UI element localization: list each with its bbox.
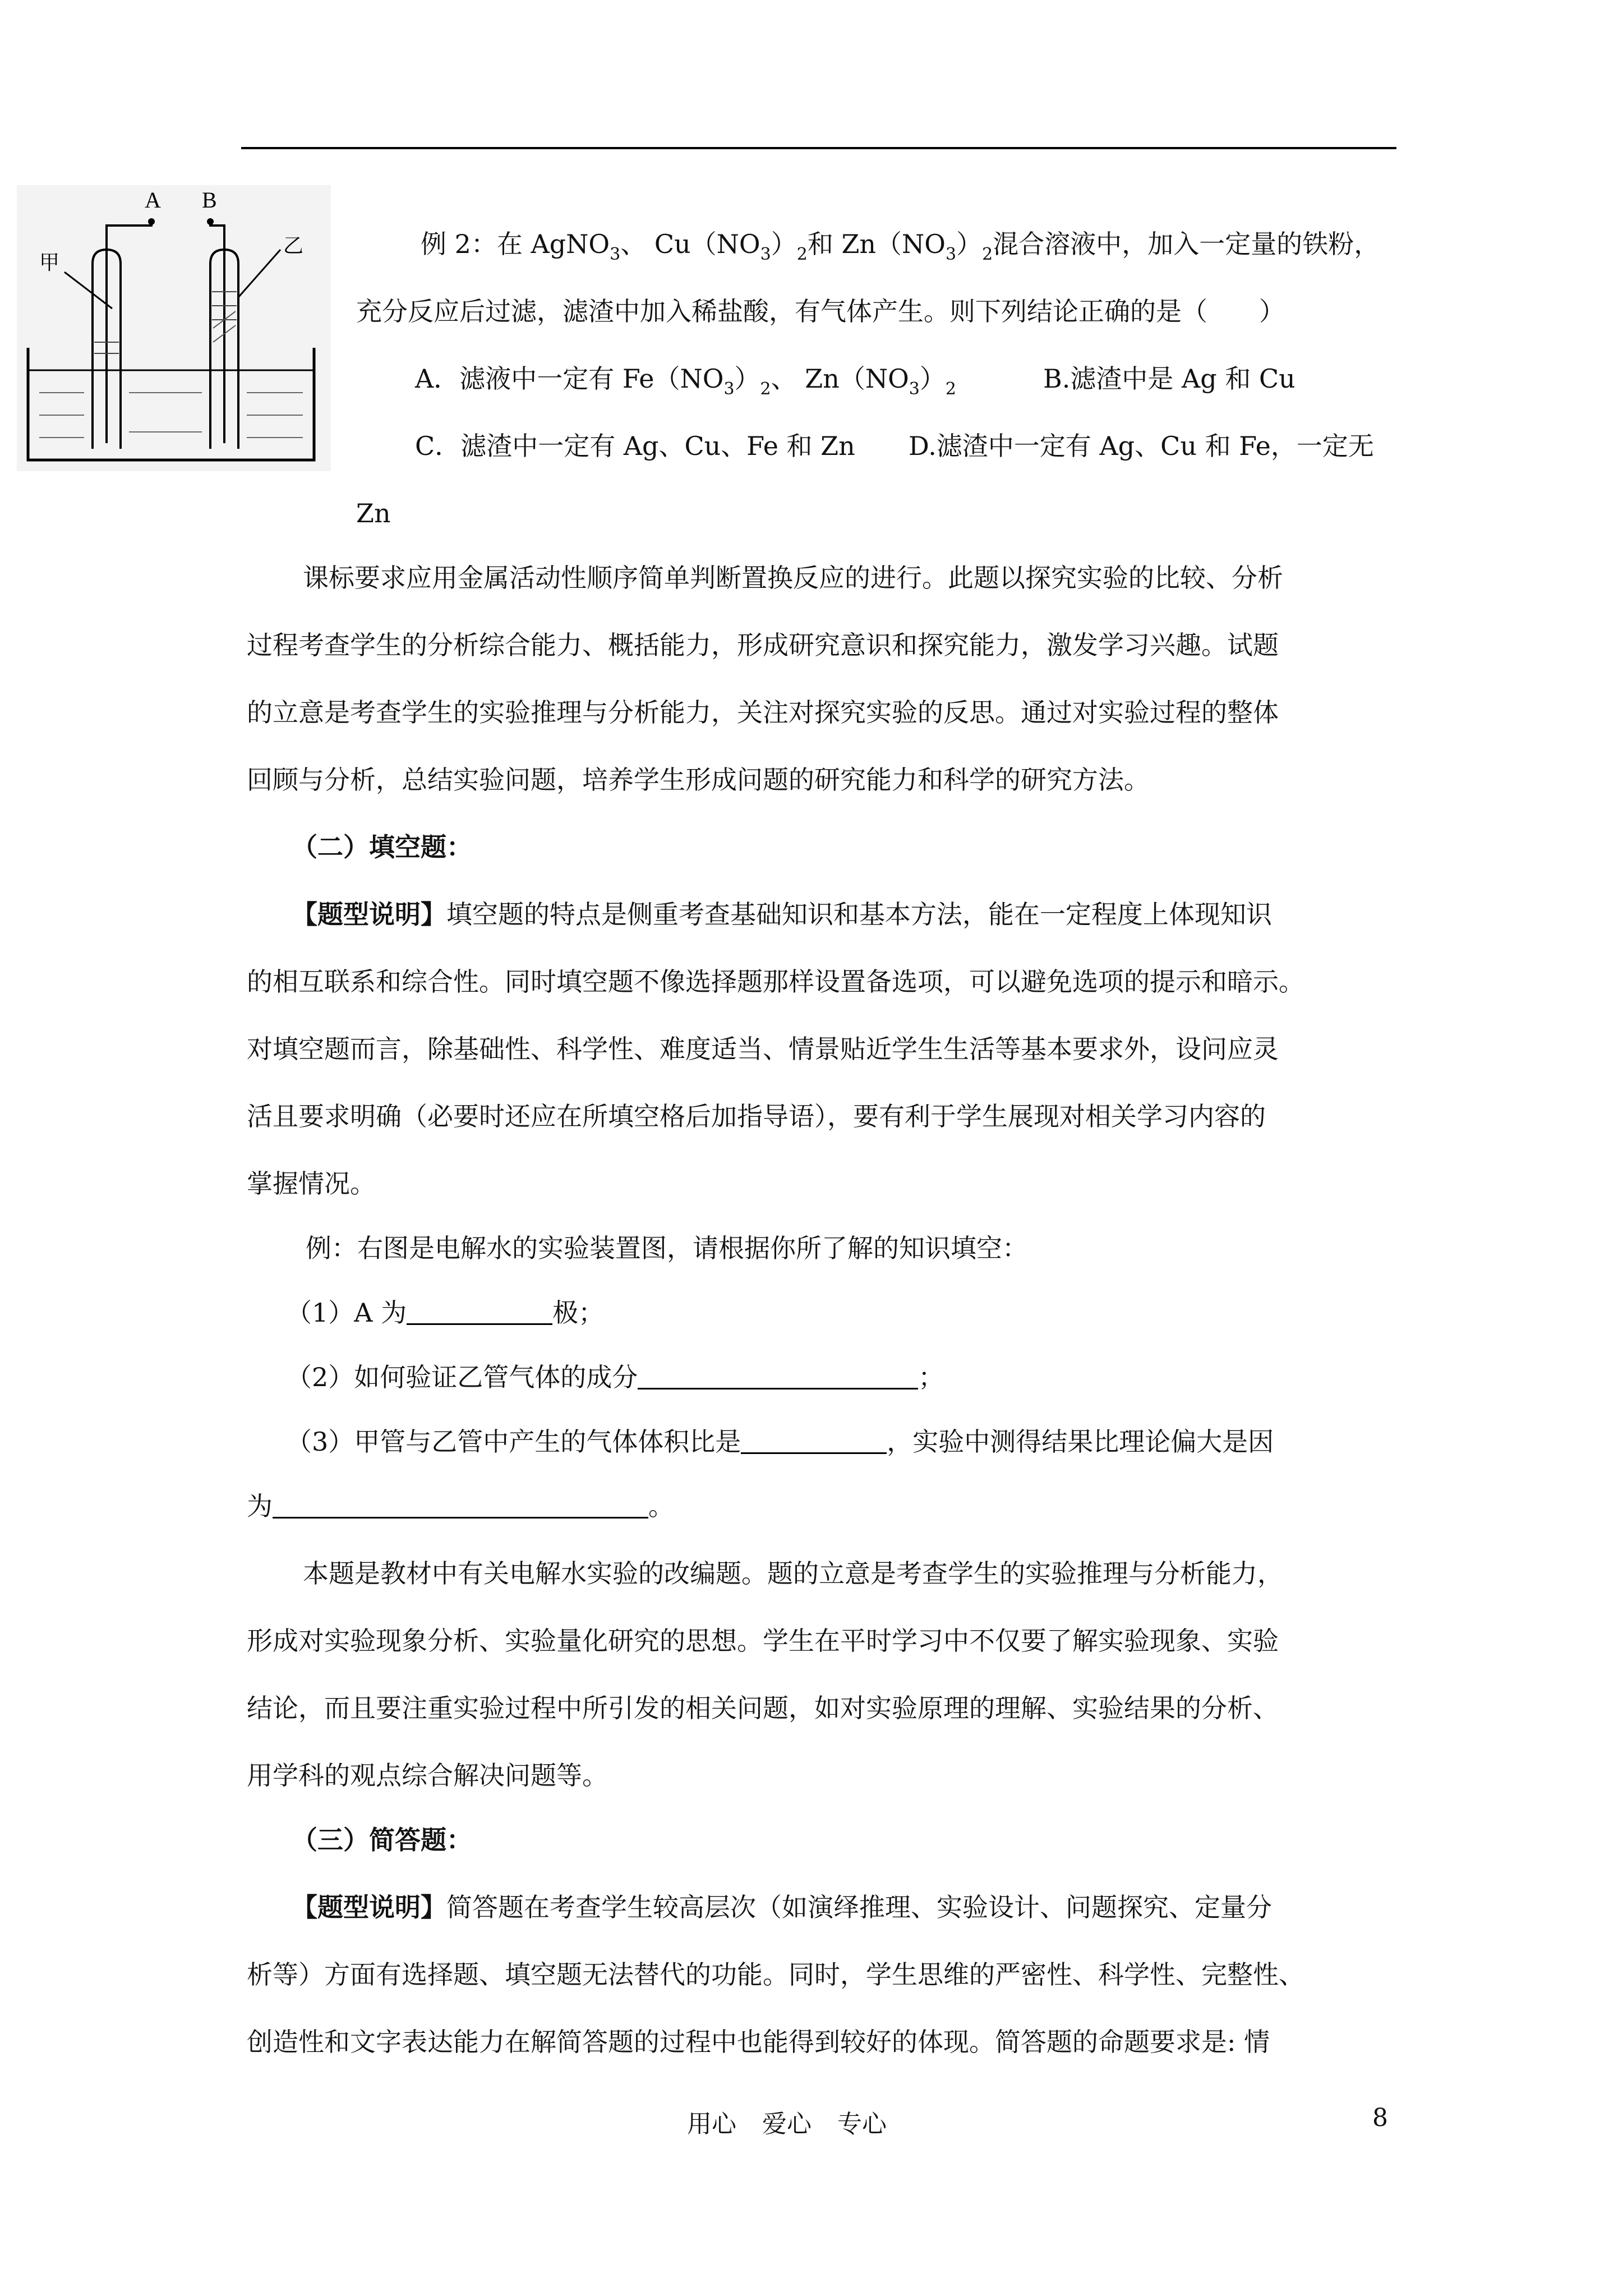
option-b: B.滤渣中是 Ag 和 Cu [1043, 364, 1295, 394]
para2-line: 用学科的观点综合解决问题等。 [247, 1760, 608, 1791]
electrolysis-figure [17, 185, 331, 471]
question-3-cont: 为 。 [247, 1491, 674, 1521]
option-d-cont: Zn [356, 498, 391, 528]
option-c: C．滤渣中一定有 Ag、Cu、Fe 和 Zn [415, 431, 855, 461]
electrode-b-label: B [202, 187, 217, 213]
desc3-line: 创造性和文字表达能力在解简答题的过程中也能得到较好的体现。简答题的命题要求是: 情 [247, 2027, 1270, 2057]
answer-blank-2[interactable] [638, 1363, 918, 1389]
electrolysis-apparatus-diagram [17, 185, 331, 471]
section-heading-fill-in: （二）填空题： [292, 832, 472, 862]
section-heading-short-answer: （三）简答题： [292, 1825, 472, 1855]
question-2: （2）如何验证乙管气体的成分 ； [286, 1362, 944, 1392]
tube-jia-label: 甲 [39, 251, 60, 274]
answer-blank-3[interactable] [741, 1428, 887, 1454]
para2-line: 形成对实验现象分析、实验量化研究的思想。学生在平时学习中不仅要了解实验现象、实验 [247, 1626, 1279, 1656]
desc2-line: 活且要求明确（必要时还应在所填空格后加指导语），要有利于学生展现对相关学习内容的 [247, 1101, 1266, 1131]
question-3: （3）甲管与乙管中产生的气体体积比是 ，实验中测得结果比理论偏大是因 [286, 1427, 1274, 1457]
para2-line: 结论，而且要注重实验过程中所引发的相关问题，如对实验原理的理解、实验结果的分析、 [247, 1693, 1279, 1723]
desc2-line: 的相互联系和综合性。同时填空题不像选择题那样设置备选项，可以避免选项的提示和暗示。 [247, 967, 1304, 997]
desc2-line: 对填空题而言，除基础性、科学性、难度适当、情景贴近学生生活等基本要求外，设问应灵 [247, 1034, 1279, 1064]
para2-line: 本题是教材中有关电解水实验的改编题。题的立意是考查学生的实验推理与分析能力， [303, 1558, 1283, 1589]
tube-yi-label: 乙 [283, 234, 304, 257]
answer-blank-4[interactable] [273, 1492, 648, 1519]
page-footer: 用心 爱心 专心 [687, 2110, 887, 2138]
para1-line: 的立意是考查学生的实验推理与分析能力，关注对探究实验的反思。通过对实验过程的整体 [247, 697, 1279, 728]
desc2-line: 掌握情况。 [247, 1168, 376, 1199]
answer-blank-1[interactable] [407, 1299, 552, 1325]
example2-line2: 充分反应后过滤，滤渣中加入稀盐酸，有气体产生。则下列结论正确的是（ ） [356, 296, 1285, 326]
option-d: D.滤渣中一定有 Ag、Cu 和 Fe，一定无 [909, 431, 1374, 461]
option-a: A．滤液中一定有 $Fe(NO_3)_2$、 $Zn(NO_3)_2$ [415, 364, 956, 399]
electrode-a-label: A [145, 187, 161, 213]
para1-line: 课标要求应用金属活动性顺序简单判断置换反应的进行。此题以探究实验的比较、分析 [303, 563, 1283, 593]
question-1: （1）A 为 极； [286, 1297, 605, 1328]
example2-line1: 例 2：在 AgNO$_3$、 $Cu(NO_3)_2$和 $Zn(NO_3)_2$混合溶液中，加入一定量的铁粉， [421, 229, 1380, 264]
page-number: 8 [1372, 2104, 1388, 2132]
para1-line: 过程考查学生的分析综合能力、概括能力，形成研究意识和探究能力，激发学习兴趣。试题 [247, 630, 1279, 660]
desc3-first-line: 【题型说明】简答题在考查学生较高层次（如演绎推理、实验设计、问题探究、定量分 [292, 1892, 1272, 1922]
desc3-line: 析等）方面有选择题、填空题无法替代的功能。同时，学生思维的严密性、科学性、完整性、 [247, 1959, 1304, 1990]
example3-intro: 例：右图是电解水的实验装置图，请根据你所了解的知识填空： [306, 1233, 1028, 1263]
header-rule [241, 147, 1396, 149]
para1-line: 回顾与分析，总结实验问题，培养学生形成问题的研究能力和科学的研究方法。 [247, 765, 1150, 795]
desc2-first-line: 【题型说明】填空题的特点是侧重考查基础知识和基本方法，能在一定程度上体现知识 [292, 899, 1272, 930]
